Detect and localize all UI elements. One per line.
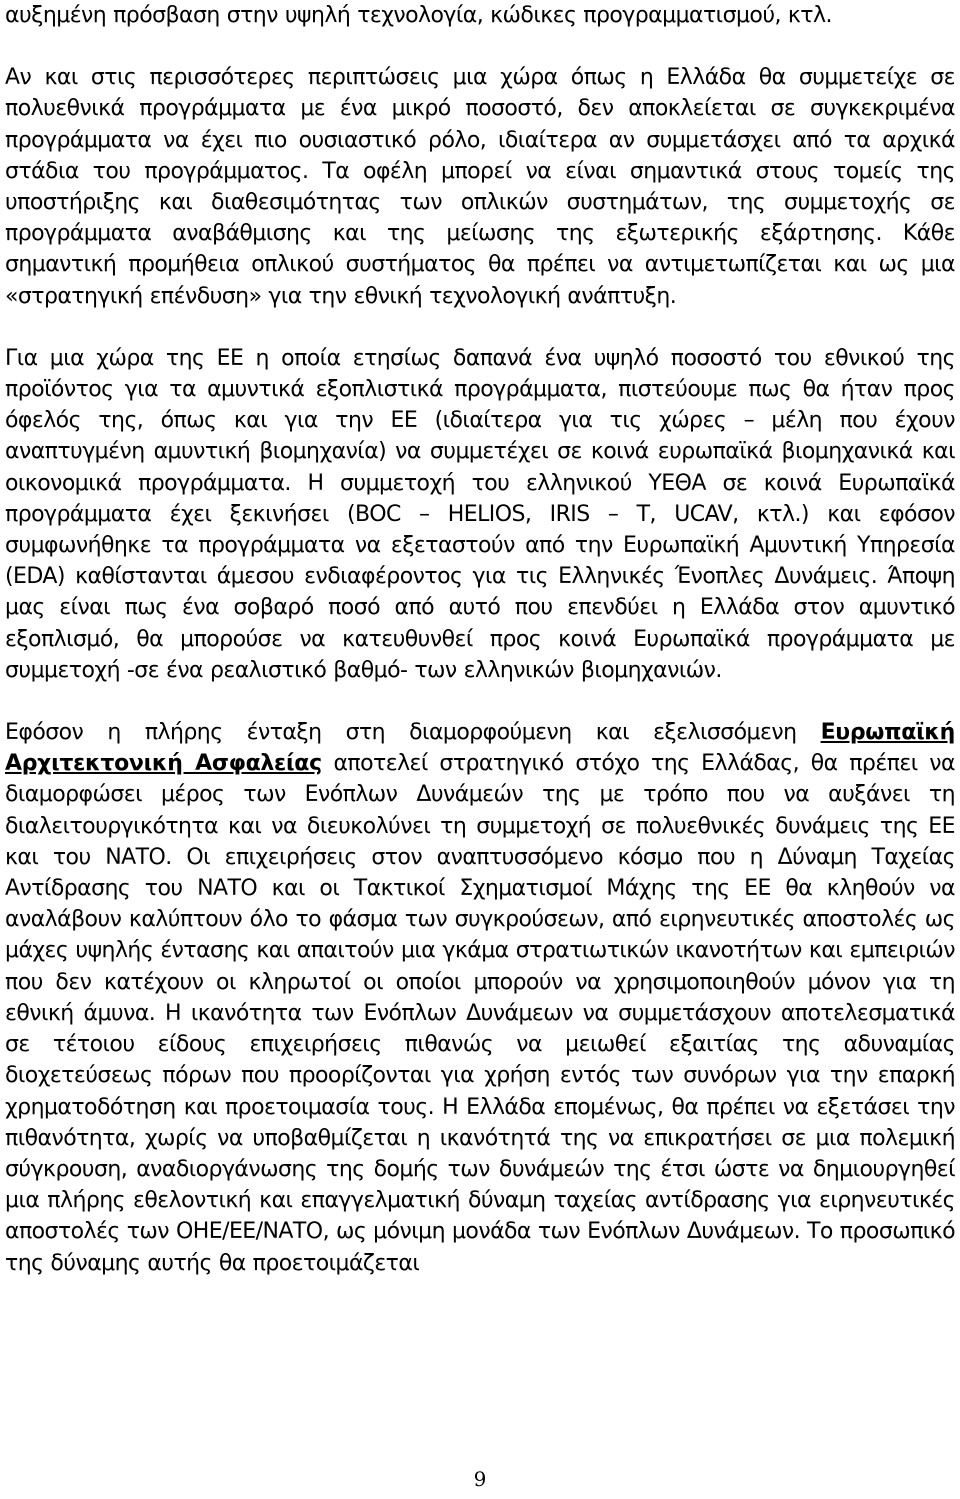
- paragraph-4: [5, 717, 955, 1279]
- paragraph-3: Για μια χώρα της ΕΕ η οποία ετησίως δαπανά ένα υψηλό ποσοστό του εθνικού της προϊόντος για τα αμυντικά εξοπλιστικά προγράμματα, πιστεύουμε πως θα ήταν προς όφελός της, όπως και για την ΕΕ (ιδιαίτερα για τις χώρες – μέλη που έχουν αναπτυγμένη αμυντική βιομηχανία) να συμμετέχει σε κοινά ευρωπαϊκά βιομηχανικά και οικονομικά προγράμματα. Η συμμετοχή του ελληνικού ΥΕΘΑ σε κοινά Ευρωπαϊκά προγράμματα έχει ξεκινήσει (BOC – HELIOS, IRIS – T, UCAV, κτλ.) και εφόσον συμφωνήθηκε τα προγράμματα να εξεταστούν από την Ευρωπαϊκή Αμυντική Υπηρεσία (EDA) καθίστανται άμεσου ενδιαφέροντος για τις Ελληνικές Ένοπλες Δυνάμεις. Άποψη μας είναι πως ένα σοβαρό ποσό από αυτό που επενδύει η Ελλάδα στον αμυντικό εξοπλισμό, θα μπορούσε να κατευθυνθεί προς κοινά Ευρωπαϊκά προγράμματα με συμμετοχή -σε ένα ρεαλιστικό βαθμό- των ελληνικών βιομηχανιών.: [5, 345, 955, 683]
- document-body: [5, 0, 955, 1279]
- paragraph-2: Αν και στις περισσότερες περιπτώσεις μια χώρα όπως η Ελλάδα θα συμμετείχε σε πολυεθνικά προγράμματα με ένα μικρό ποσοστό, δεν αποκλείεται σε συγκεκριμένα προγράμματα να έχει πιο ουσιαστικό ρόλο, ιδιαίτερα αν συμμετάσχει από τα αρχικά στάδια του προγράμματος. Τα οφέλη μπορεί να είναι σημαντικά στους τομείς της υποστήριξης και διαθεσιμότητας των οπλικών συστημάτων, της συμμετοχής σε προγράμματα αναβάθμισης και της μείωσης της εξωτερικής εξάρτησης. Κάθε σημαντική προμήθεια οπλικού συστήματος θα πρέπει να αντιμετωπίζεται και ως μια «στρατηγική επένδυση» για την εθνική τεχνολογική ανάπτυξη.: [5, 65, 955, 309]
- paragraph-4-body-text: αποτελεί στρατηγικό στόχο της Ελλάδας, θα πρέπει να διαμορφώσει μέρος των Ενόπλων Δυνάμεών της με τρόπο που να αυξάνει τη διαλειτουργικότητα και να διευκολύνει τη συμμετοχή σε πολυεθνικές δυνάμεις της ΕΕ και του ΝΑΤΟ. Οι επιχειρήσεις στον αναπτυσσόμενο κόσμο που η Δύναμη Ταχείας Αντίδρασης του ΝΑΤΟ και οι Τακτικοί Σχηματισμοί Μάχης της ΕΕ θα κληθούν να αναλάβουν καλύπτουν όλο το φάσμα των συγκρούσεων, από ειρηνευτικές αποστολές ως μάχες υψηλής έντασης και απαιτούν μια γκάμα στρατιωτικών ικανοτήτων και εμπειριών που δεν κατέχουν οι κληρωτοί οι οποίοι μπορούν να χρησιμοποιηθούν μόνον για τη εθνική άμυνα. Η ικανότητα των Ενόπλων Δυνάμεων να συμμετάσχουν αποτελεσματικά σε τέτοιου είδους επιχειρήσεις πιθανώς να μειωθεί εξαιτίας της αδυναμίας διοχετεύσεως πόρων που προορίζονται για χρήση εντός των συνόρων για την επαρκή χρηματοδότηση και προετοιμασία τους. Η Ελλάδα επομένως, θα πρέπει να εξετάσει την πιθανότητα, χωρίς να υποβαθμίζεται η ικανότητά της να επικρατήσει σε μια πολεμική σύγκρουση, αναδιοργάνωσης της δομής των δυνάμεών της έτσι ώστε να δημιουργηθεί μια πλήρης εθελοντική και επαγγελματική δύναμη ταχείας αντίδρασης για ειρηνευτικές αποστολές των ΟΗΕ/ΕΕ/ΝΑΤΟ, ως μόνιμη μονάδα των Ενόπλων Δυνάμεων. Το προσωπικό της δύναμης αυτής θα προετοιμάζεται: [5, 751, 955, 1276]
- highlighted-term: Ευρωπαϊκή Αρχιτεκτονική Ασφαλείας: [5, 720, 955, 777]
- paragraph-4-lead-text: Εφόσον η πλήρης ένταξη στη διαμορφούμενη και εξελισσόμενη: [5, 720, 821, 746]
- paragraph-1: αυξημένη πρόσβαση στην υψηλή τεχνολογία, κώδικες προγραμματισμού, κτλ.: [5, 3, 832, 28]
- page-number: 9: [473, 1467, 487, 1491]
